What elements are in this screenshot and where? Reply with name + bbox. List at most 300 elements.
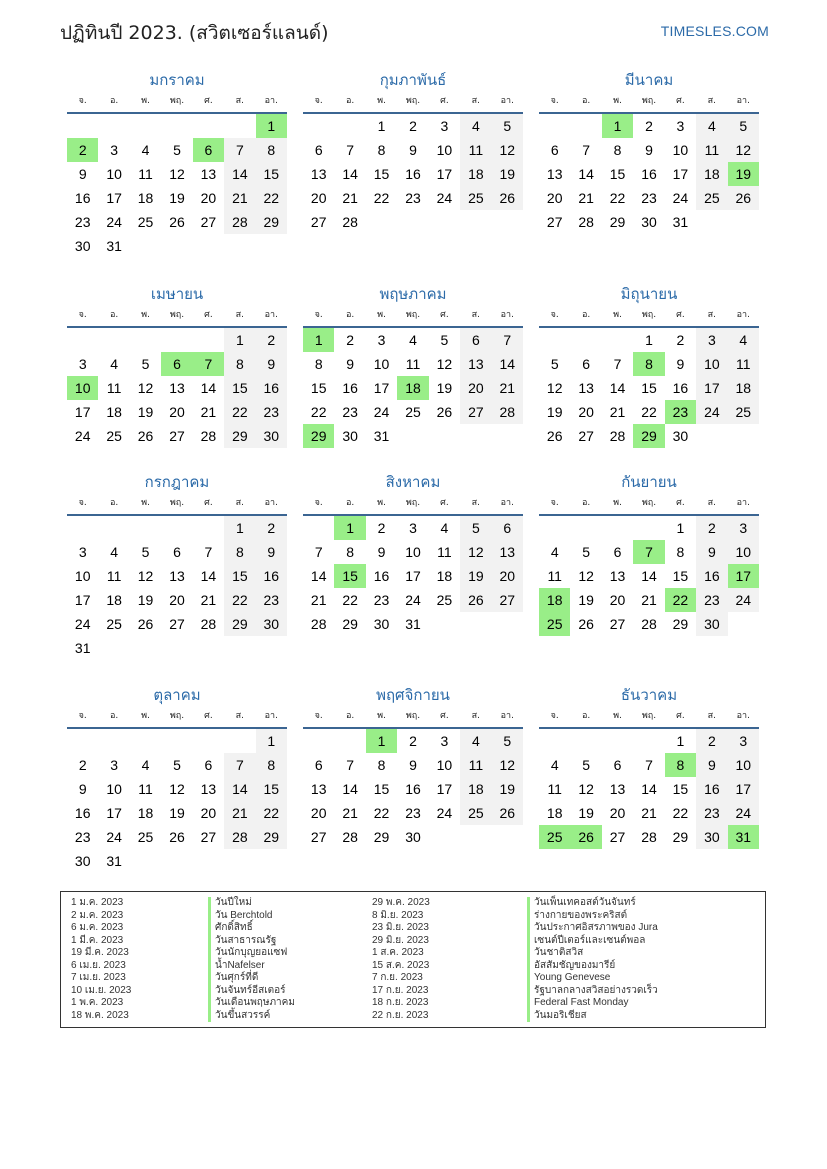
empty-cell	[161, 516, 192, 540]
day-cell: 8	[224, 352, 255, 376]
day-cell: 13	[460, 352, 491, 376]
day-cell: 14	[492, 352, 523, 376]
day-cell: 2	[346, 332, 355, 348]
day-cell: 5	[550, 356, 559, 372]
day-grid	[67, 516, 287, 660]
day-cell: 9	[256, 540, 287, 564]
day-cell: 13	[546, 166, 563, 182]
day-cell: 9	[676, 356, 685, 372]
weekday-label: ศ.	[440, 96, 449, 106]
month-name: เมษายน	[150, 285, 204, 303]
day-cell: 17	[672, 166, 689, 182]
day-cell: 29	[256, 825, 287, 849]
weekday-label: ศ.	[676, 310, 685, 320]
day-cell: 14	[578, 166, 594, 182]
holiday-day-cell: 7	[193, 352, 224, 376]
day-cell: 9	[696, 540, 727, 564]
day-cell: 29	[672, 829, 689, 845]
day-cell: 11	[106, 568, 122, 584]
day-cell: 12	[460, 540, 491, 564]
day-cell: 2	[256, 328, 287, 352]
weekday-label: อ.	[581, 498, 591, 508]
weekday-label: พ.	[141, 711, 150, 721]
day-cell: 15	[373, 781, 390, 797]
day-cell: 19	[460, 564, 491, 588]
month-name: พฤศจิกายน	[376, 686, 450, 704]
weekday-label: อา.	[264, 310, 278, 320]
holiday-day-cell: 25	[539, 825, 570, 849]
day-cell: 14	[641, 781, 657, 797]
day-cell: 22	[373, 190, 390, 206]
day-cell: 16	[696, 777, 727, 801]
day-cell: 8	[256, 138, 287, 162]
day-cell: 4	[550, 544, 559, 560]
empty-cell	[602, 516, 633, 540]
day-cell: 23	[342, 404, 358, 420]
empty-cell	[67, 729, 98, 753]
day-cell: 5	[440, 332, 449, 348]
weekday-label: พ.	[613, 498, 622, 508]
day-cell: 16	[373, 568, 390, 584]
day-cell: 17	[106, 805, 122, 821]
day-cell: 20	[169, 592, 185, 608]
legend-holiday-name: วันนักบุญยอแซฟ	[208, 947, 295, 960]
day-cell: 24	[672, 190, 689, 206]
day-cell: 2	[696, 729, 727, 753]
day-cell: 22	[224, 400, 255, 424]
day-cell: 25	[460, 186, 491, 210]
day-cell: 27	[546, 214, 563, 230]
day-cell: 27	[609, 616, 626, 632]
legend-date: 7 เม.ย. 2023	[71, 972, 126, 983]
weekday-label: อ.	[109, 498, 119, 508]
weekday-label: ส.	[707, 498, 717, 508]
empty-cell	[570, 729, 601, 753]
day-cell: 16	[672, 380, 689, 396]
empty-cell	[334, 729, 365, 753]
day-cell: 20	[609, 805, 626, 821]
day-cell: 21	[578, 190, 594, 206]
day-cell: 16	[696, 564, 727, 588]
day-cell: 4	[460, 729, 491, 753]
legend-holiday-name: วันชาติสวิส	[527, 947, 658, 960]
legend-holiday-name: วันเดือนพฤษภาคม	[208, 997, 295, 1010]
month-name: กันยายน	[621, 473, 677, 491]
day-cell: 22	[342, 592, 358, 608]
day-cell: 5	[728, 114, 759, 138]
weekday-label: พฤ.	[405, 498, 421, 508]
day-cell: 10	[436, 757, 453, 773]
day-cell: 16	[74, 805, 91, 821]
day-cell: 3	[110, 142, 119, 158]
month-calendar	[539, 70, 759, 234]
weekday-header	[67, 492, 287, 516]
empty-cell	[161, 328, 192, 352]
day-cell: 26	[137, 428, 154, 444]
day-cell: 9	[645, 142, 653, 158]
empty-cell	[570, 516, 601, 540]
day-cell: 3	[78, 544, 87, 560]
day-cell: 6	[492, 516, 523, 540]
day-cell: 18	[728, 376, 759, 400]
legend-holiday-name: วันมอริเชียส	[527, 1010, 658, 1023]
day-cell: 24	[436, 190, 453, 206]
weekday-header	[539, 492, 759, 516]
day-cell: 31	[106, 238, 122, 254]
day-cell: 31	[672, 214, 689, 230]
day-cell: 15	[609, 166, 626, 182]
weekday-label: จ.	[550, 498, 559, 508]
legend-holiday-name: วัน Berchtold	[208, 910, 295, 923]
day-cell: 27	[310, 214, 327, 230]
legend-holiday-name: วันศุกร์ที่ดี	[208, 972, 295, 985]
day-cell: 14	[609, 380, 626, 396]
holiday-day-cell: 8	[665, 753, 696, 777]
legend-holiday-name: รัฐบาลกลางสวิสอย่างรวดเร็ว	[527, 985, 658, 998]
day-cell: 27	[169, 616, 185, 632]
day-cell: 6	[204, 757, 213, 773]
day-cell: 13	[169, 380, 185, 396]
holiday-day-cell: 1	[334, 516, 365, 540]
weekday-label: จ.	[78, 96, 87, 106]
day-cell: 25	[460, 801, 491, 825]
day-cell: 28	[310, 616, 327, 632]
empty-cell	[161, 729, 192, 753]
day-cell: 20	[310, 805, 327, 821]
day-cell: 11	[728, 352, 759, 376]
weekday-label: พ.	[377, 96, 386, 106]
holiday-day-cell: 6	[193, 138, 224, 162]
day-cell: 26	[137, 616, 154, 632]
day-cell: 20	[310, 190, 327, 206]
day-cell: 19	[578, 805, 594, 821]
legend-date: 8 มิ.ย. 2023	[372, 909, 424, 921]
day-cell: 21	[641, 805, 657, 821]
holiday-day-cell: 19	[728, 162, 759, 186]
weekday-label: ส.	[471, 498, 481, 508]
day-cell: 28	[641, 616, 657, 632]
day-cell: 26	[578, 616, 594, 632]
day-cell: 28	[641, 829, 657, 845]
holiday-day-cell: 26	[570, 825, 601, 849]
weekday-header	[539, 705, 759, 729]
weekday-label: อา.	[500, 96, 514, 106]
day-cell: 21	[224, 801, 255, 825]
empty-cell	[570, 114, 601, 138]
weekday-label: ศ.	[204, 96, 213, 106]
day-cell: 3	[440, 733, 449, 749]
day-cell: 30	[696, 612, 727, 636]
day-cell: 25	[106, 428, 122, 444]
day-cell: 8	[224, 540, 255, 564]
day-cell: 31	[405, 616, 421, 632]
day-cell: 17	[436, 166, 453, 182]
day-grid	[67, 729, 287, 873]
day-cell: 5	[582, 544, 591, 560]
weekday-label: อ.	[345, 498, 355, 508]
day-cell: 28	[342, 829, 358, 845]
empty-cell	[224, 729, 255, 753]
day-cell: 20	[169, 404, 185, 420]
day-grid	[303, 328, 523, 448]
weekday-label: อ.	[109, 310, 119, 320]
legend-holiday-name: วันปีใหม่	[208, 897, 295, 910]
legend-date: 1 พ.ค. 2023	[71, 997, 124, 1008]
day-cell: 4	[440, 520, 449, 536]
day-cell: 26	[436, 404, 453, 420]
weekday-header	[303, 90, 523, 114]
day-cell: 15	[224, 376, 255, 400]
weekday-label: ส.	[235, 498, 245, 508]
empty-cell	[539, 114, 570, 138]
day-cell: 30	[256, 424, 287, 448]
day-cell: 9	[346, 356, 355, 372]
holiday-day-cell: 1	[602, 114, 633, 138]
day-cell: 26	[169, 829, 185, 845]
day-cell: 7	[613, 356, 622, 372]
weekday-label: อา.	[736, 498, 750, 508]
day-cell: 22	[672, 805, 689, 821]
day-cell: 18	[137, 805, 154, 821]
day-cell: 21	[342, 805, 358, 821]
day-cell: 28	[224, 210, 255, 234]
day-cell: 3	[676, 118, 685, 134]
weekday-label: พ.	[141, 310, 150, 320]
weekday-label: ส.	[471, 711, 481, 721]
day-cell: 18	[137, 190, 154, 206]
weekday-label: อา.	[500, 498, 514, 508]
month-name: ตุลาคม	[153, 686, 201, 704]
day-cell: 21	[492, 376, 523, 400]
day-cell: 27	[492, 588, 523, 612]
weekday-label: พฤ.	[169, 310, 185, 320]
day-cell: 5	[460, 516, 491, 540]
weekday-label: จ.	[314, 498, 323, 508]
legend-date: 22 ก.ย. 2023	[372, 1009, 429, 1021]
weekday-label: อ.	[581, 96, 591, 106]
day-cell: 29	[342, 616, 358, 632]
day-cell: 28	[609, 428, 626, 444]
day-cell: 13	[169, 568, 185, 584]
day-cell: 28	[342, 214, 358, 230]
weekday-label: ส.	[235, 310, 245, 320]
month-name: กุมภาพันธ์	[379, 71, 447, 89]
day-cell: 13	[310, 166, 327, 182]
month-name: กรกฎาคม	[144, 473, 210, 491]
day-cell: 3	[696, 328, 727, 352]
day-grid	[67, 114, 287, 258]
holiday-day-cell: 1	[256, 114, 287, 138]
empty-cell	[303, 516, 334, 540]
empty-cell	[193, 328, 224, 352]
legend-holiday-name: วันขึ้นสวรรค์	[208, 1010, 295, 1023]
day-cell: 7	[224, 753, 255, 777]
legend-names-right	[527, 897, 658, 1022]
empty-cell	[539, 328, 570, 352]
day-grid	[539, 516, 759, 636]
empty-cell	[98, 729, 129, 753]
day-cell: 24	[728, 588, 759, 612]
day-cell: 15	[373, 166, 390, 182]
day-cell: 12	[169, 166, 185, 182]
weekday-label: พฤ.	[169, 498, 185, 508]
day-cell: 22	[310, 404, 327, 420]
day-cell: 11	[547, 568, 562, 584]
weekday-label: อา.	[500, 310, 514, 320]
empty-cell	[161, 114, 192, 138]
empty-cell	[130, 114, 161, 138]
holiday-day-cell: 2	[67, 138, 98, 162]
day-cell: 17	[74, 592, 91, 608]
day-cell: 4	[110, 544, 119, 560]
weekday-label: ส.	[235, 96, 245, 106]
weekday-label: พ.	[377, 498, 386, 508]
day-cell: 26	[492, 186, 523, 210]
day-cell: 21	[609, 404, 626, 420]
weekday-label: จ.	[78, 711, 87, 721]
day-cell: 19	[169, 805, 185, 821]
day-cell: 17	[373, 380, 390, 396]
day-cell: 10	[106, 166, 122, 182]
weekday-label: พฤ.	[405, 96, 421, 106]
day-cell: 4	[728, 328, 759, 352]
day-cell: 11	[437, 544, 452, 560]
legend-date: 18 ก.ย. 2023	[372, 997, 429, 1008]
legend-holiday-name: Federal Fast Monday	[527, 997, 658, 1010]
legend-date: 15 ส.ค. 2023	[372, 959, 430, 971]
weekday-label: อา.	[500, 711, 514, 721]
day-cell: 2	[676, 332, 685, 348]
month-calendar	[303, 70, 523, 234]
weekday-header	[67, 705, 287, 729]
day-cell: 31	[373, 428, 390, 444]
weekday-label: อ.	[109, 96, 119, 106]
legend-holiday-name: ร่างกายของพระคริสต์	[527, 910, 658, 923]
day-cell: 11	[460, 138, 491, 162]
empty-cell	[570, 328, 601, 352]
day-cell: 16	[342, 380, 358, 396]
empty-cell	[67, 516, 98, 540]
day-cell: 25	[137, 214, 154, 230]
weekday-label: จ.	[314, 711, 323, 721]
day-cell: 1	[645, 332, 653, 348]
day-cell: 4	[141, 757, 150, 773]
empty-cell	[539, 516, 570, 540]
day-cell: 30	[256, 612, 287, 636]
day-cell: 16	[405, 781, 421, 797]
weekday-header	[303, 304, 523, 328]
day-cell: 15	[256, 162, 287, 186]
legend-holiday-name: น้ำNafelser	[208, 960, 295, 973]
day-cell: 16	[641, 166, 657, 182]
day-cell: 16	[256, 376, 287, 400]
day-cell: 15	[310, 380, 327, 396]
day-cell: 31	[74, 640, 91, 656]
day-cell: 13	[609, 568, 626, 584]
day-cell: 17	[74, 404, 91, 420]
weekday-header	[67, 90, 287, 114]
holiday-day-cell: 6	[161, 352, 192, 376]
weekday-label: พฤ.	[169, 96, 185, 106]
weekday-label: พฤ.	[405, 310, 421, 320]
day-cell: 14	[200, 568, 217, 584]
month-name: สิงหาคม	[385, 473, 441, 491]
weekday-label: ส.	[707, 711, 717, 721]
day-cell: 5	[173, 142, 181, 158]
day-cell: 2	[696, 516, 727, 540]
legend-holiday-name: อัสสัมชัญของมารีย์	[527, 960, 658, 973]
day-cell: 19	[492, 777, 523, 801]
weekday-label: ส.	[707, 310, 717, 320]
holiday-day-cell: 15	[334, 564, 365, 588]
day-cell: 15	[224, 564, 255, 588]
day-cell: 7	[224, 138, 255, 162]
day-cell: 30	[373, 616, 390, 632]
empty-cell	[303, 114, 334, 138]
day-cell: 20	[609, 592, 626, 608]
day-cell: 5	[141, 356, 150, 372]
day-cell: 20	[200, 190, 217, 206]
weekday-label: ศ.	[676, 498, 685, 508]
weekday-label: พ.	[377, 711, 386, 721]
month-calendar	[539, 284, 759, 448]
day-cell: 27	[200, 829, 217, 845]
weekday-label: ศ.	[676, 711, 685, 721]
holiday-day-cell: 1	[303, 328, 334, 352]
day-cell: 29	[224, 612, 255, 636]
brand-logo[interactable]: TIMESLES.COM	[660, 23, 769, 39]
legend-date: 1 มี.ค. 2023	[71, 934, 124, 946]
holiday-day-cell: 18	[397, 376, 428, 400]
legend-date: 6 เม.ย. 2023	[71, 959, 126, 971]
day-cell: 17	[696, 376, 727, 400]
day-cell: 21	[224, 186, 255, 210]
empty-cell	[633, 729, 664, 753]
weekday-label: จ.	[550, 310, 559, 320]
weekday-header	[67, 304, 287, 328]
day-grid	[303, 114, 523, 234]
empty-cell	[98, 328, 129, 352]
day-cell: 6	[460, 328, 491, 352]
day-cell: 21	[200, 404, 217, 420]
day-cell: 12	[137, 380, 154, 396]
day-cell: 22	[641, 404, 657, 420]
day-cell: 26	[460, 588, 491, 612]
day-cell: 27	[460, 400, 491, 424]
legend-date: 18 พ.ค. 2023	[71, 1009, 129, 1021]
day-cell: 11	[106, 380, 122, 396]
weekday-label: อา.	[264, 96, 278, 106]
legend-date: 6 ม.ค. 2023	[71, 922, 124, 933]
day-cell: 20	[460, 376, 491, 400]
day-cell: 17	[106, 190, 122, 206]
day-cell: 26	[546, 428, 563, 444]
day-cell: 25	[436, 592, 453, 608]
day-cell: 1	[224, 328, 255, 352]
weekday-label: จ.	[550, 711, 559, 721]
month-name: พฤษภาคม	[379, 285, 447, 303]
month-name: มิถุนายน	[620, 285, 678, 303]
day-cell: 23	[696, 801, 727, 825]
month-name: มกราคม	[149, 71, 205, 89]
day-cell: 7	[314, 544, 323, 560]
day-cell: 8	[314, 356, 323, 372]
day-cell: 26	[492, 801, 523, 825]
day-cell: 26	[169, 214, 185, 230]
weekday-label: พ.	[141, 498, 150, 508]
day-cell: 25	[137, 829, 154, 845]
empty-cell	[193, 516, 224, 540]
